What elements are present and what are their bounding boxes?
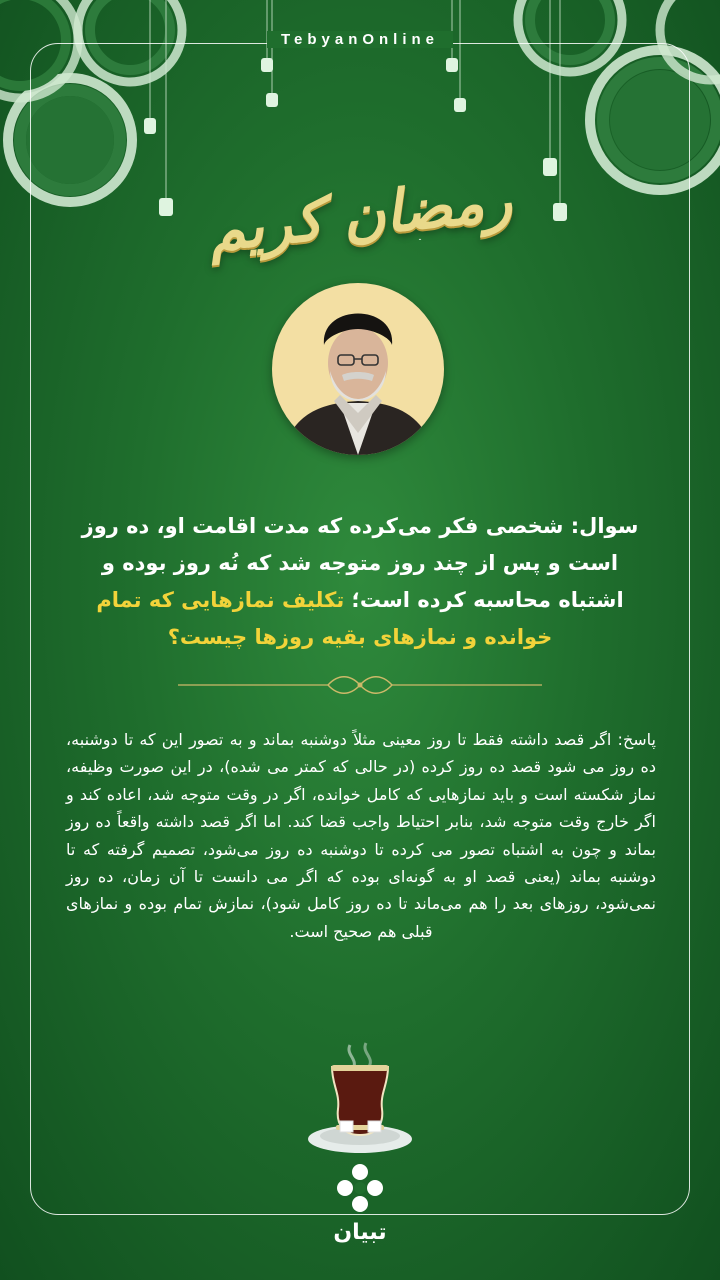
answer-text: پاسخ: اگر قصد داشته فقط تا روز معینی مثلاً دوشنبه بماند و به تصور این که تا دوشنبه، ده روز می شود قصد ده روز کرده (در حالی که کمتر می شده)، در این صورت وظیفه، نماز شکسته است و باید نمازهایی که کامل خوانده، اگر در وقت متوجه شد، اعاده کند و اگر خارج وقت متوجه شد، بنابر احتیاط واجب قضا کند. اما اگر قصد داشته واقعاً ده روز بماند و چون به اشتباه تصور می کرده تا دوشنبه ده روز می‌شود، تصمیم گرفته که تا دوشنبه بماند (یعنی قصد او به گونه‌ای بوده که اگر می دانست تا آن زمان، ده روز نمی‌شود، روزهای بعد را هم می‌ماند تا ده روز کامل شود)، نمازش تمام بوده و نمازهای قبلی هم صحیح است. <box>66 730 656 941</box>
tebyan-logo-text: تبیان <box>333 1220 387 1245</box>
question-text <box>70 508 650 656</box>
portrait-illustration <box>272 283 444 455</box>
portrait <box>272 283 444 455</box>
tebyan-logo <box>322 1162 398 1252</box>
tebyan-logo-icon <box>332 1162 388 1214</box>
ramadan-title: رمضان کریم <box>205 165 515 265</box>
question-highlight: تکلیف نمازهایی که تمام خوانده و نمازهای بقیه روزها چیست؟ <box>96 588 553 649</box>
ornamental-divider <box>178 672 542 698</box>
brand-top-text: TebyanOnline <box>267 31 453 48</box>
question-main: سوال: شخصی فکر می‌کرده که مدت اقامت او، ده روز است و پس از چند روز متوجه شد که نُه روز بوده و اشتباه محاسبه کرده است؛ <box>81 514 639 612</box>
brand-top <box>0 31 720 48</box>
tea-glass-icon <box>300 1035 420 1165</box>
